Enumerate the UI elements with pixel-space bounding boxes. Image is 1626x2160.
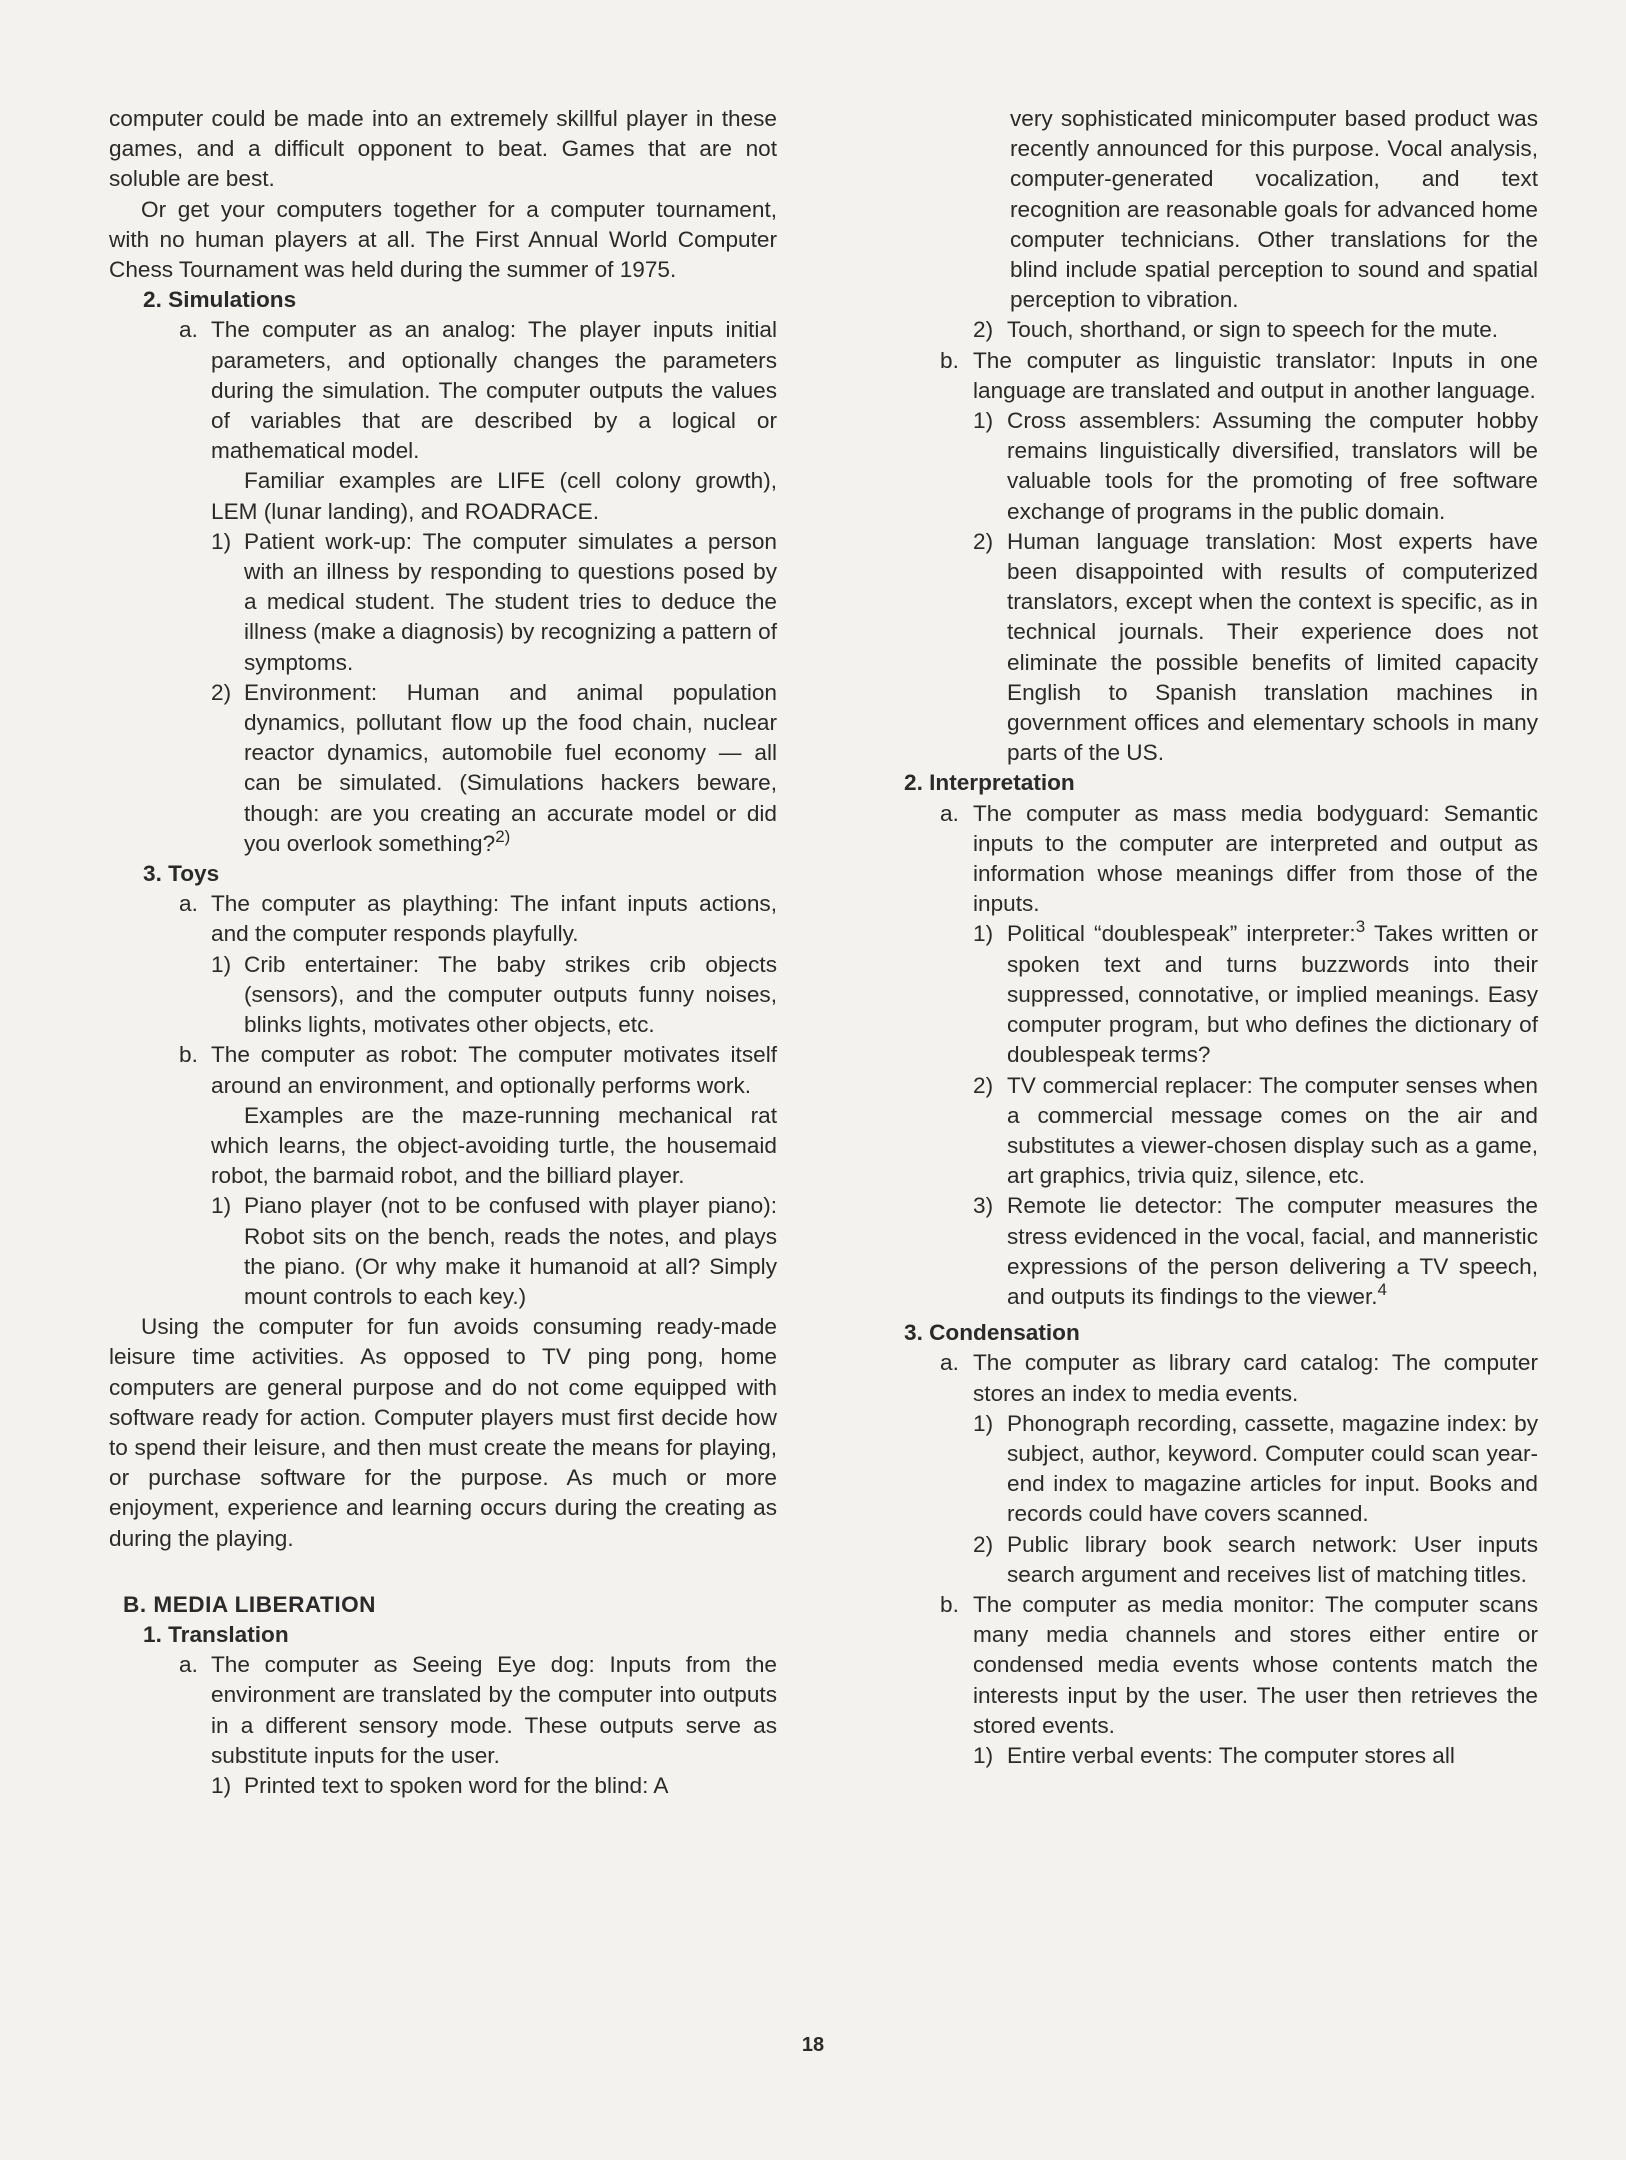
- section-heading-toys: 3. Toys: [143, 861, 220, 887]
- list-item: [940, 1348, 1538, 1408]
- item-label: 1): [211, 1193, 232, 1219]
- item-text: Human language translation: Most experts have been disappointed with results of computerized translators, except when the context is specific, as in technical journals. Their experience does not eliminate the possible benefits of limited capacity English to Spanish translation machines in government offices and elementary schools in many parts of the US.: [1007, 528, 1538, 766]
- item-text: The computer as library card catalog: The computer stores an index to media events.: [973, 1350, 1538, 1406]
- item-text-body: Environment: Human and animal population dynamics, pollutant flow up the food chain, nuclear reactor dynamics, automobile fuel economy — all can be simulated. (Simulations hackers beware, though: are you creating an accurate model or did you overlook something?: [244, 679, 777, 856]
- item-text-body: Takes written or spoken text and turns buzzwords into their suppressed, connotative, or implied meanings. Easy computer program, but who defines the dictionary of doublespeak terms?: [1007, 921, 1538, 1068]
- list-item: [179, 1650, 777, 1771]
- page-number: 18: [801, 2034, 825, 2056]
- item-text-body: Political “doublespeak” interpreter:: [1007, 921, 1356, 947]
- item-label: 2): [973, 528, 994, 554]
- section-heading-simulations: 2. Simulations: [143, 287, 297, 313]
- paragraph: Or get your computers together for a computer tournament, with no human players at all. The First Annual World Computer Chess Tournament was held during the summer of 1975.: [109, 196, 777, 283]
- section-heading-interpretation: 2. Interpretation: [904, 770, 1075, 796]
- item-label: 1): [973, 921, 994, 947]
- item-text: Printed text to spoken word for the blind: A: [244, 1772, 669, 1798]
- paragraph: computer could be made into an extremely skillful player in these games, and a difficult opponent to beat. Games that are not soluble are best.: [109, 106, 777, 192]
- item-text: The computer as mass media bodyguard: Semantic inputs to the computer are interpreted and output as information whose meanings differ from those of the inputs.: [973, 800, 1538, 917]
- item-text: The computer as media monitor: The computer scans many media channels and stores either entire or condensed media events whose contents match the interests input by the user. The user then retrieves the stored events.: [973, 1591, 1538, 1738]
- item-label: 2): [973, 1531, 994, 1557]
- item-label: 2): [973, 1072, 994, 1098]
- section-heading-condensation: 3. Condensation: [904, 1320, 1080, 1346]
- list-item: [179, 1040, 777, 1100]
- item-label: b.: [940, 1591, 959, 1617]
- list-item: [973, 1071, 1538, 1192]
- item-label: 1): [211, 528, 232, 554]
- item-text: [244, 678, 777, 859]
- left-column: [109, 104, 777, 1801]
- list-item: [211, 678, 777, 859]
- list-item: [973, 1191, 1538, 1312]
- item-text: The computer as plaything: The infant inputs actions, and the computer responds playfully.: [211, 891, 777, 947]
- right-column: [904, 104, 1538, 1771]
- item-label: 2): [973, 317, 994, 343]
- item-text: [1007, 1191, 1538, 1312]
- item-label: 1): [973, 408, 994, 434]
- list-item: [973, 406, 1538, 527]
- list-item: [179, 889, 777, 949]
- item-text: Touch, shorthand, or sign to speech for the mute.: [1007, 317, 1499, 343]
- list-item: [940, 799, 1538, 920]
- paragraph: Familiar examples are LIFE (cell colony growth), LEM (lunar landing), and ROADRACE.: [211, 468, 777, 524]
- list-item: [973, 919, 1538, 1070]
- item-text: The computer as robot: The computer motivates itself around an environment, and optionally performs work.: [211, 1042, 777, 1098]
- item-text: Crib entertainer: The baby strikes crib objects (sensors), and the computer outputs funny noises, blinks lights, motivates other objects, etc.: [244, 951, 777, 1038]
- item-label: b.: [940, 347, 959, 373]
- item-label: a.: [179, 317, 198, 343]
- item-label: b.: [179, 1042, 198, 1068]
- item-label: 1): [211, 1772, 232, 1798]
- list-item: [211, 950, 777, 1041]
- list-item: [211, 527, 777, 678]
- item-text: [1007, 919, 1538, 1070]
- list-item: [179, 315, 777, 466]
- item-label: 1): [211, 951, 232, 977]
- item-text: The computer as linguistic translator: Inputs in one language are translated and output in another language.: [973, 347, 1538, 403]
- item-text: Piano player (not to be confused with player piano): Robot sits on the bench, reads the notes, and plays the piano. (Or why make it humanoid at all? Simply mount controls to each key.): [244, 1193, 777, 1309]
- item-text: Entire verbal events: The computer stores all: [1007, 1742, 1455, 1768]
- list-item: [211, 1191, 777, 1312]
- footnote-ref: 3: [1355, 917, 1366, 937]
- item-label: 2): [211, 679, 232, 705]
- paragraph: very sophisticated minicomputer based product was recently announced for this purpose. Vocal analysis, computer-generated vocalization, and text recognition are reasonable goals for advanced home computer technicians. Other translations for the blind include spatial perception to sound and spatial perception to vibration.: [1010, 106, 1538, 313]
- item-label: 1): [973, 1742, 994, 1768]
- section-heading-translation: 1. Translation: [143, 1621, 289, 1647]
- item-label: a.: [940, 1350, 959, 1376]
- list-item: [973, 527, 1538, 769]
- paragraph: Using the computer for fun avoids consuming ready-made leisure time activities. As opposed to TV ping pong, home computers are general purpose and do not come equipped with software ready for action. Computer players must first decide how to spend their leisure, and then must create the means for playing, or purchase software for the purpose. As much or more enjoyment, experience and learning occurs during the creating as during the playing.: [109, 1314, 777, 1551]
- item-text: Cross assemblers: Assuming the computer hobby remains linguistically diversified, translators will be valuable tools for the promoting of free software exchange of programs in the public domain.: [1007, 408, 1538, 524]
- item-text: The computer as Seeing Eye dog: Inputs from the environment are translated by the computer into outputs in a different sensory mode. These outputs serve as substitute inputs for the user.: [211, 1652, 777, 1768]
- item-text: TV commercial replacer: The computer senses when a commercial message comes on the air and substitutes a viewer-chosen display such as a game, art graphics, trivia quiz, silence, etc.: [1007, 1072, 1538, 1189]
- item-label: a.: [179, 1652, 198, 1678]
- list-item: [973, 1409, 1538, 1530]
- list-item: [940, 346, 1538, 406]
- list-item: [973, 315, 1538, 345]
- list-item: [973, 1530, 1538, 1590]
- item-text: Phonograph recording, cassette, magazine index: by subject, author, keyword. Computer could scan year-end index to magazine articles for input. Books and records could have covers scanned.: [1007, 1410, 1538, 1527]
- list-item: [973, 1741, 1538, 1771]
- list-item: [940, 1590, 1538, 1741]
- item-text: Public library book search network: User inputs search argument and receives list of matching titles.: [1007, 1531, 1538, 1587]
- item-text: Patient work-up: The computer simulates a person with an illness by responding to questions posed by a medical student. The student tries to deduce the illness (make a diagnosis) by recognizing a pattern of symptoms.: [244, 528, 777, 675]
- footnote-ref: 2): [495, 826, 511, 846]
- paragraph: Examples are the maze-running mechanical rat which learns, the object-avoiding turtle, the housemaid robot, the barmaid robot, and the billiard player.: [211, 1102, 777, 1189]
- list-item: [211, 1771, 777, 1801]
- item-label: a.: [940, 800, 959, 826]
- item-text: The computer as an analog: The player inputs initial parameters, and optionally changes the parameters during the simulation. The computer outputs the values of variables that are described by a logical or mathematical model.: [211, 317, 777, 464]
- section-heading-media-liberation: B. MEDIA LIBERATION: [123, 1591, 376, 1617]
- item-label: a.: [179, 891, 198, 917]
- item-label: 1): [973, 1410, 994, 1436]
- item-label: 3): [973, 1193, 994, 1219]
- footnote-ref: 4: [1377, 1279, 1387, 1299]
- item-text-body: Remote lie detector: The computer measures the stress evidenced in the vocal, facial, and manneristic expressions of the person delivering a TV speech, and outputs its findings to the viewer.: [1007, 1193, 1538, 1309]
